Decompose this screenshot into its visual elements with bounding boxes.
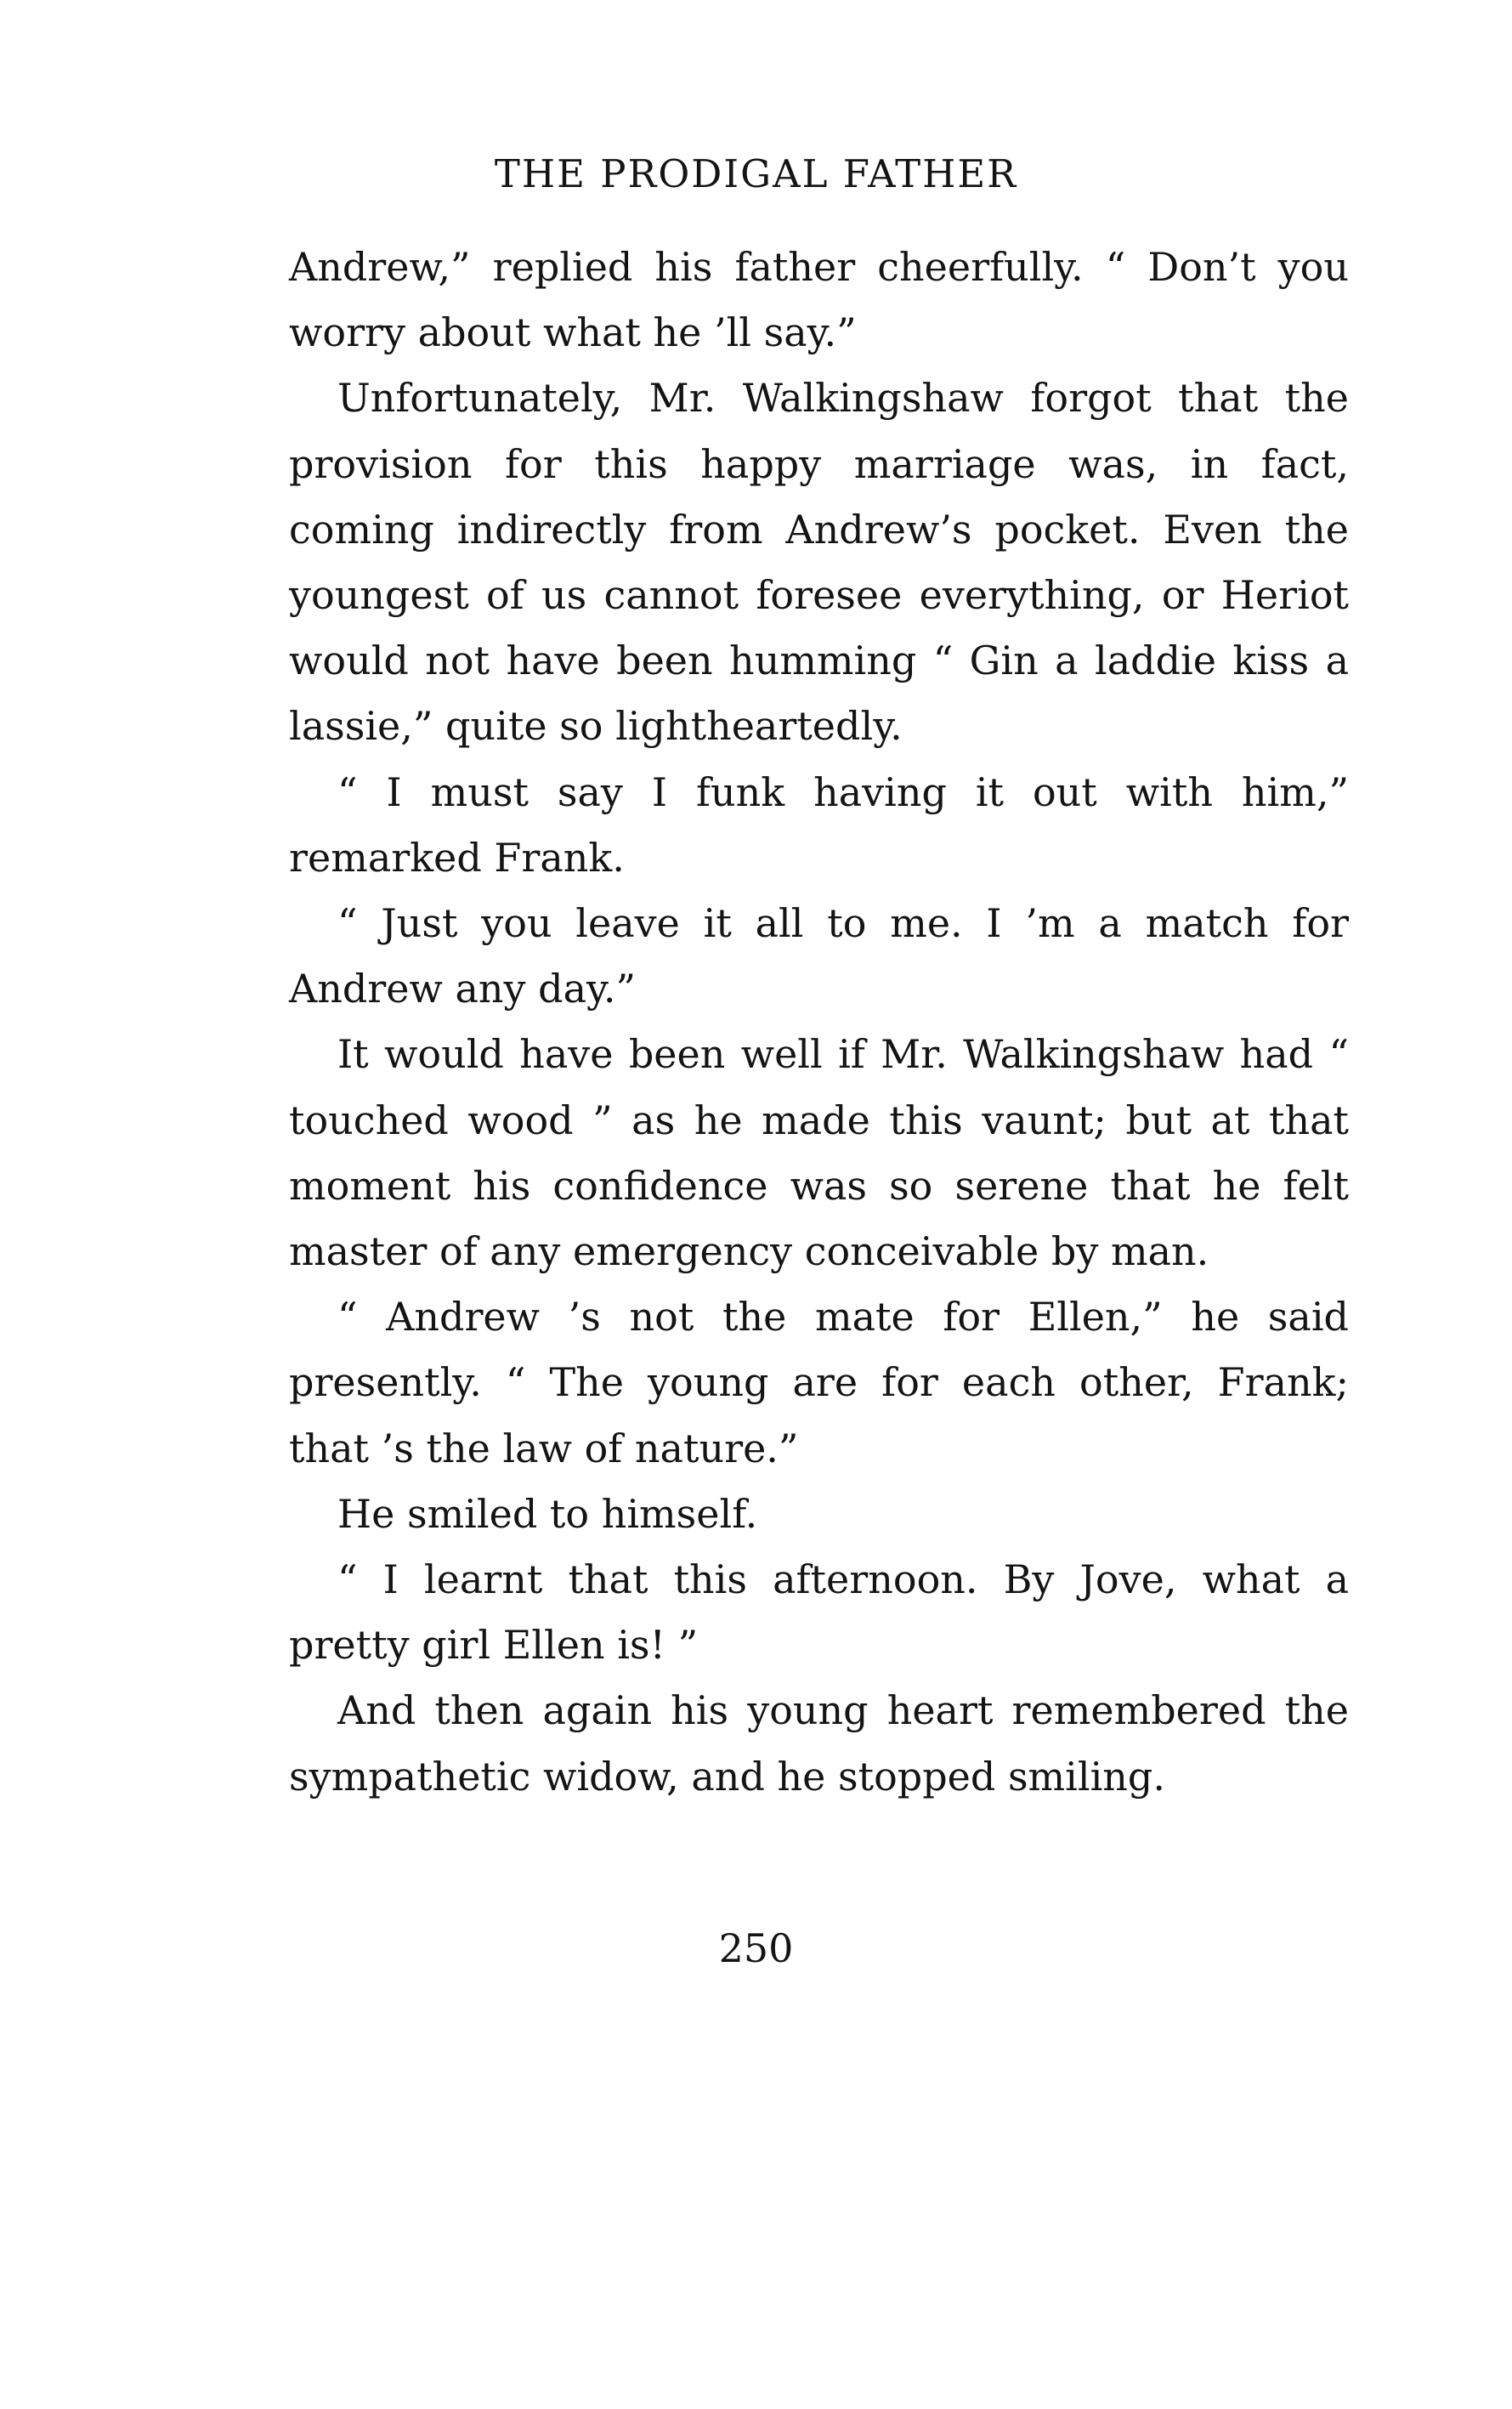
paragraph: “ I must say I funk having it out with him,” remarked Frank. <box>289 768 1349 881</box>
paragraph: Andrew,” replied his father cheerfully. “ Don’t you worry about what he ’ll say.” <box>289 244 1349 356</box>
running-head: THE PRODIGAL FATHER <box>494 151 1018 196</box>
paragraph: “ Andrew ’s not the mate for Ellen,” he said presently. “ The young are for each other, Frank; that ’s the law of nature.” <box>289 1294 1349 1471</box>
paragraph: “ I learnt that this afternoon. By Jove, what a pretty girl Ellen is! ” <box>289 1556 1349 1669</box>
body-text <box>289 235 1349 1810</box>
paragraph: Unfortunately, Mr. Walkingshaw forgot that the provision for this happy marriage was, in fact, coming indirectly from Andrew’s pocket. Even the youngest of us cannot foresee everything, or Heriot would not have been humming “ Gin a laddie kiss a lassie,” quite so lightheartedly. <box>289 375 1349 750</box>
paragraph: And then again his young heart remembered the sympathetic widow, and he stopped smiling. <box>289 1687 1349 1800</box>
page-number: 250 <box>718 1925 794 1971</box>
paragraph: He smiled to himself. <box>337 1490 758 1537</box>
paragraph: It would have been well if Mr. Walkingshaw had “ touched wood ” as he made this vaunt; but at that moment his confidence was so serene that he felt master of any emergency conceivable by man. <box>289 1031 1349 1275</box>
paragraph: “ Just you leave it all to me. I ’m a match for Andrew any day.” <box>289 900 1349 1012</box>
